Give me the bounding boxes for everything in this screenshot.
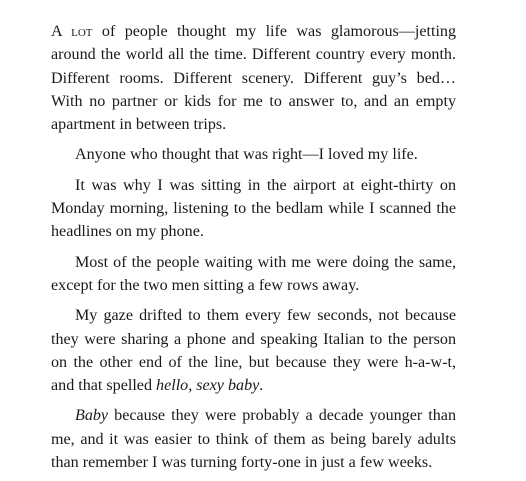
paragraph-1-text: of people thought my life was glamorous—jetting around the world all the time. Different country every month. Different rooms. Different scenery. Different guy’s bed… With no partner or kids for me to answer to, and an empty apartment in between trips. <box>51 23 457 134</box>
paragraph-1-lead: A lot <box>51 23 93 40</box>
paragraph-2-text: Anyone who thought that was right—I loved my life. <box>75 146 418 164</box>
paragraph-4-text: Most of the people waiting with me were doing the same, except for the two men sitting a few rows away. <box>51 253 456 294</box>
paragraph-6 <box>51 404 456 474</box>
paragraph-3-text: It was why I was sitting in the airport at eight-thirty on Monday morning, listening to the bedlam while I scanned the headlines on my phone. <box>51 176 456 241</box>
paragraph-5-end: . <box>259 377 264 395</box>
paragraph-6-italic-lead: Baby <box>75 407 109 425</box>
paragraph-4 <box>51 251 456 298</box>
book-page <box>51 20 456 481</box>
paragraph-5-text: My gaze drifted to them every few seconds, not because they were sharing a phone and speaking Italian to the person on the other end of the line, but because they were h-a-w-t, and that spelled <box>51 307 456 395</box>
paragraph-2 <box>51 143 456 166</box>
paragraph-3 <box>51 174 456 244</box>
paragraph-6-text: because they were probably a decade younger than me, and it was easier to think of them as being barely adults than remember I was turning forty-one in just a few weeks. <box>51 407 456 472</box>
paragraph-1 <box>51 20 456 136</box>
paragraph-5-italic: hello, sexy baby <box>156 377 260 395</box>
paragraph-5 <box>51 304 456 397</box>
